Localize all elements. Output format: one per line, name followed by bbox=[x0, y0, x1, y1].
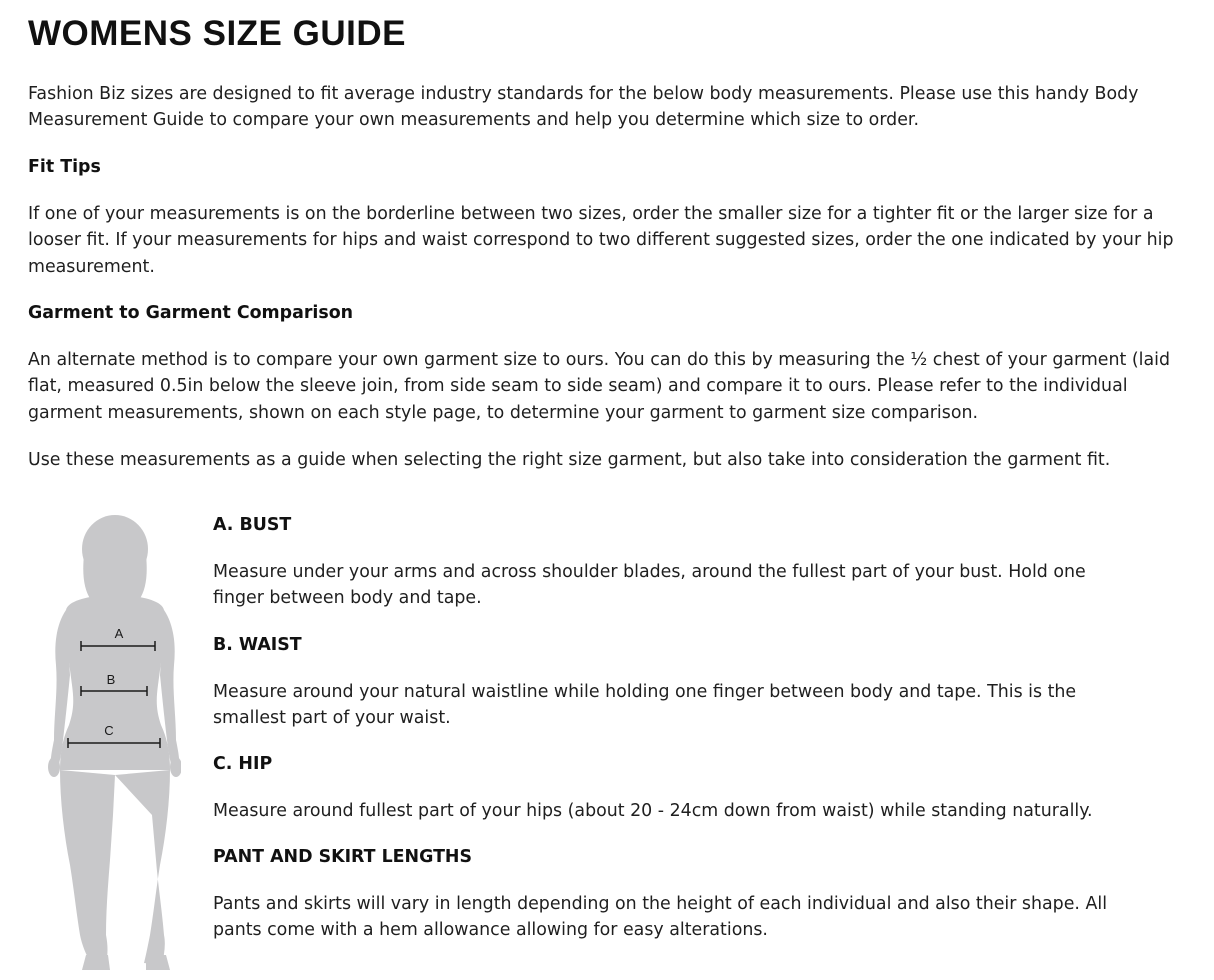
measurement-text: Pants and skirts will vary in length depending on the height of each individual and also their shape. All pants come with a hem allowance allowing for easy alterations. bbox=[213, 894, 1108, 941]
page-title: WOMENS SIZE GUIDE bbox=[28, 14, 406, 53]
measurement-title: C. HIP bbox=[213, 754, 273, 774]
measurement-text: Measure around your natural waistline while holding one finger between body and tape. This is the smallest part of your waist. bbox=[213, 682, 1077, 729]
fit-tips-paragraph: If one of your measurements is on the borderline between two sizes, order the smaller size for a tighter fit or the larger size for a looser fit. If your measurements for hips and waist correspond to two different suggested sizes, order the one indicated by your hip measurement. bbox=[28, 204, 1174, 277]
measure-label-b: B bbox=[106, 672, 116, 687]
measurement-text: Measure under your arms and across shoulder blades, around the fullest part of your bust. Hold one finger between body and tape. bbox=[213, 562, 1086, 609]
measurement-title: PANT AND SKIRT LENGTHS bbox=[213, 847, 473, 867]
measurement-title: B. WAIST bbox=[213, 635, 302, 655]
body-measurement-figure bbox=[46, 515, 181, 970]
fit-tips-heading: Fit Tips bbox=[28, 157, 101, 177]
measure-label-c: C bbox=[104, 723, 114, 738]
measure-label-a: A bbox=[114, 626, 124, 641]
measurement-text: Measure around fullest part of your hips (about 20 - 24cm down from waist) while standing naturally. bbox=[213, 801, 1093, 821]
garment-comparison-heading: Garment to Garment Comparison bbox=[28, 303, 354, 323]
woman-silhouette-icon bbox=[46, 515, 181, 970]
intro-paragraph: Fashion Biz sizes are designed to fit average industry standards for the below body measurements. Please use this handy Body Measurement Guide to compare your own measurements and help you determine which size to order. bbox=[28, 84, 1139, 131]
garment-comparison-paragraph: An alternate method is to compare your own garment size to ours. You can do this by measuring the ½ chest of your garment (laid flat, measured 0.5in below the sleeve join, from side seam to side seam) and compare it to ours. Please refer to the individual garment measurements, shown on each style page, to determine your garment to garment size comparison. bbox=[28, 350, 1171, 423]
measurement-title: A. BUST bbox=[213, 515, 292, 535]
guide-note-paragraph: Use these measurements as a guide when selecting the right size garment, but also take into consideration the garment fit. bbox=[28, 450, 1111, 470]
